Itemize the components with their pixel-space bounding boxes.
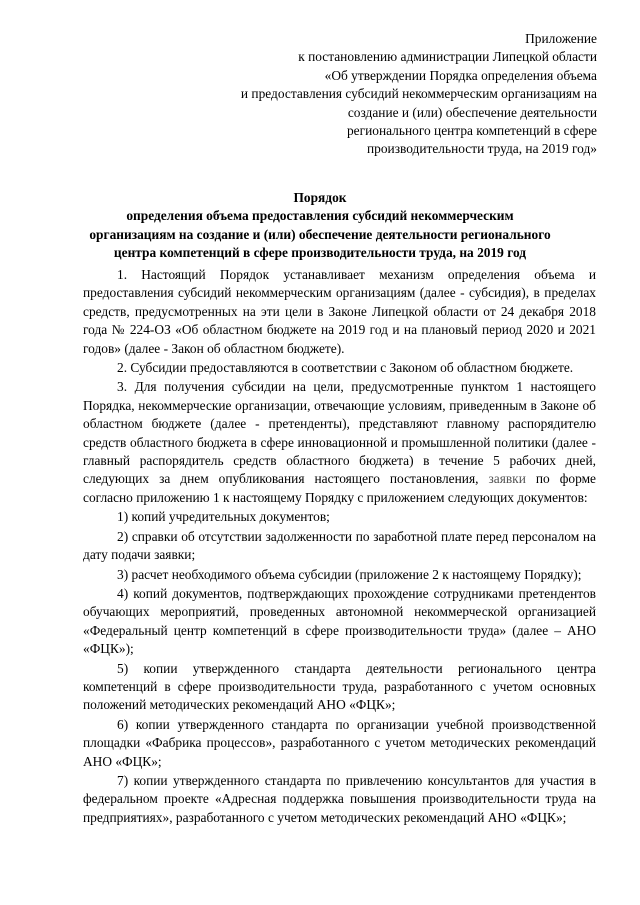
list-item-2: 2) справки об отсутствии задолженности по заработной плате перед персоналом на дату подачи заявки; bbox=[83, 528, 596, 563]
annex-line: производительности труда, на 2019 год» bbox=[366, 141, 597, 157]
annex-line: Приложение bbox=[525, 31, 597, 46]
annex-line: создание и (или) обеспечение деятельности bbox=[347, 104, 597, 120]
list-item-7: 7) копии утвержденного стандарта по привлечению консультантов для участия в федеральном проекте «Адресная поддержка повышения производительности труда на предприятиях», разработанного с учетом методических рекомендаций АНО «ФЦК»; bbox=[83, 772, 596, 825]
title-line: определения объема предоставления субсидий некоммерческим bbox=[126, 208, 514, 224]
list-item-4: 4) копий документов, подтверждающих прохождение сотрудниками претендентов обучающих мероприятий, проведенных автономной некоммерческой организацией «Федеральный центр компетенций в сфере производительности труда» (далее – АНО «ФЦК»); bbox=[83, 585, 596, 657]
title-line: центра компетенций в сфере производительности труда, на 2019 год bbox=[113, 245, 527, 261]
title-line: организациям на создание и (или) обеспечение деятельности регионального bbox=[89, 226, 551, 242]
list-item-6: 6) копии утвержденного стандарта по организации учебной производственной площадки «Фабрика процессов», разработанного с учетом методических рекомендаций АНО «ФЦК»; bbox=[83, 716, 596, 769]
list-item-1: 1) копий учредительных документов; bbox=[117, 509, 330, 525]
annex-line: регионального центра компетенций в сфере bbox=[346, 123, 597, 139]
paragraph-1: 1. Настоящий Порядок устанавливает механизм определения объема и предоставления субсидий некоммерческим организациям (далее - субсидия), в пределах средств, предусмотренных на эти цели в Законе Липецкой области от 24 декабря 2018 года № 224-ОЗ «Об областном бюджете на 2019 год и на плановый период 2020 и 2021 годов» (далее - Закон об областном бюджете). bbox=[83, 267, 596, 356]
annex-line: к постановлению администрации Липецкой области bbox=[298, 49, 597, 65]
paragraph-3 bbox=[83, 378, 596, 507]
annex-line: и предоставления субсидий некоммерческим организациям на bbox=[240, 86, 597, 102]
annex-header bbox=[127, 30, 597, 159]
paragraph-3-text-end: по форме согласно приложению 1 к настоящему Порядку с приложением следующих документов: bbox=[83, 471, 596, 505]
list-item-3: 3) расчет необходимого объема субсидии (приложение 2 к настоящему Порядку); bbox=[117, 566, 582, 582]
document-title bbox=[60, 189, 580, 263]
paragraph-3-text: 3. Для получения субсидии на цели, предусмотренные пунктом 1 настоящего Порядка, некоммерческие организации, отвечающие условиям, приведенным в Законе об областном бюджете (далее - претенденты), представляют главному распорядителю средств областного бюджета в сфере инновационной и промышленной политики (далее - главный распорядитель средств областного бюджета) в течение 5 рабочих дней, следующих за днем опубликования настоящего постановления, bbox=[83, 379, 596, 487]
annex-line: «Об утверждении Порядка определения объема bbox=[324, 67, 597, 83]
document-body bbox=[83, 266, 596, 827]
applications-link[interactable]: заявки bbox=[488, 471, 526, 487]
list-item-5: 5) копии утвержденного стандарта деятельности регионального центра компетенций в сфере производительности труда, разработанного с учетом основных положений методических рекомендаций АНО «ФЦК»; bbox=[83, 660, 596, 713]
title-line: Порядок bbox=[293, 190, 347, 205]
paragraph-2: 2. Субсидии предоставляются в соответствии с Законом об областном бюджете. bbox=[117, 360, 574, 376]
